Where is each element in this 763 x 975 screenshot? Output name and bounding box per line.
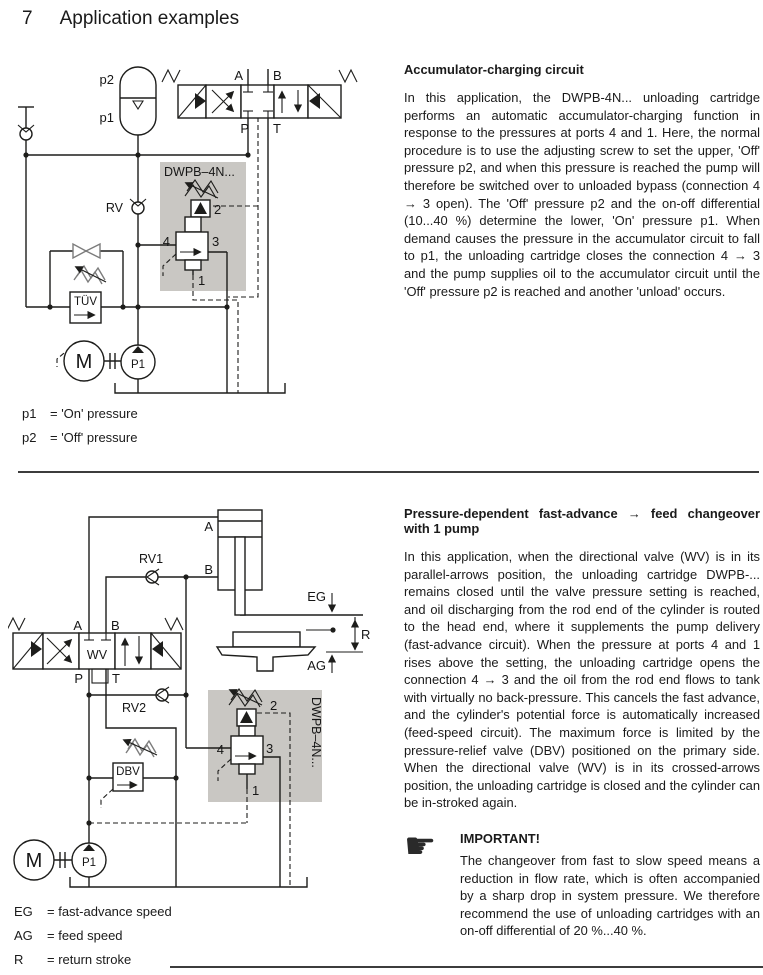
motor-pump-group bbox=[64, 341, 155, 381]
pump-label: P1 bbox=[130, 359, 146, 371]
directional-valve-wv bbox=[8, 618, 183, 686]
workpiece bbox=[217, 632, 315, 671]
cartridge-label: DWPB–4N... bbox=[309, 697, 323, 768]
accumulator bbox=[100, 67, 156, 135]
motor-label: M bbox=[25, 850, 43, 872]
legend-key: EG bbox=[14, 904, 33, 919]
label-port-t: T bbox=[273, 121, 281, 136]
label-valve-b: B bbox=[111, 618, 120, 633]
legend-text: = return stroke bbox=[47, 952, 132, 967]
legend-row bbox=[14, 904, 172, 919]
footer-rule bbox=[170, 966, 763, 968]
fast-advance-circuit-diagram bbox=[8, 497, 400, 899]
label-rv1: RV1 bbox=[139, 552, 164, 566]
check-valve-rv1 bbox=[139, 552, 163, 585]
accumulator-circuit-diagram bbox=[10, 56, 402, 404]
stroke-annotations bbox=[306, 589, 370, 673]
label-r: R bbox=[361, 627, 371, 642]
legend-key: p2 bbox=[22, 430, 37, 445]
legend-2 bbox=[14, 904, 172, 975]
label-port-p: P bbox=[240, 121, 249, 136]
label-rv2: RV2 bbox=[122, 701, 147, 715]
section2-body: In this application, when the directional valve (WV) is in its parallel-arrows position, the unloading cartridge DWPB-... remains closed until the valve pressure setting is reached, and oil discharging from the rod end of the cylinder is routed to the head end, where it supplements the pump delivery (fast-advance circuit). When the pressure at ports 4 and 1 rises above the setting, the unloading cartridge opens the connection 4 → 3 and the oil from the rod end flows to tank with virtually no back-pressure. This cancels the fast advance, and the cylinder's potential force is automatically increased (feed-speed circuit). The maximum force is limited by the pressure-relief valve (DBV) positioned on the primary side. When the directional valve (WV) is in its crossed-arrows position, the unloading cartridge is closed and the cylinder can be in-stroked again. bbox=[404, 549, 760, 811]
label-port-a: A bbox=[234, 68, 243, 83]
section-number: 7 bbox=[22, 8, 33, 29]
cylinder bbox=[204, 510, 262, 615]
label-valve-t: T bbox=[112, 671, 120, 686]
label-p1: p1 bbox=[99, 110, 114, 125]
label-wv: WV bbox=[86, 648, 108, 662]
label-port-3: 3 bbox=[266, 741, 274, 756]
shutoff-valve bbox=[73, 244, 100, 258]
legend-text: = fast-advance speed bbox=[47, 904, 172, 919]
label-port-2: 2 bbox=[214, 202, 222, 217]
legend-row bbox=[14, 952, 172, 967]
dbv-relief-valve bbox=[113, 739, 157, 791]
legend-key: R bbox=[14, 952, 24, 967]
pointing-hand-icon: ☛ bbox=[404, 825, 437, 866]
tuv-relief-valve bbox=[70, 266, 106, 323]
check-valve-rv bbox=[106, 199, 146, 215]
label-port-3: 3 bbox=[212, 234, 220, 249]
label-port-b: B bbox=[273, 68, 282, 83]
label-cyl-a: A bbox=[204, 519, 213, 534]
label-rv: RV bbox=[105, 201, 123, 215]
section1-body: In this application, the DWPB-4N... unloading cartridge performs an automatic accumulator-charging function in response to the pressures at ports 4 and 1. Here, the normal procedure is to use the adjusting screw to set the upper, 'Off' pressure p2, and when this pressure is reached the pump will therefore be switched over to unloaded bypass (connection 4 → 3 open). The 'Off' pressure p2 and the on-off differential (10...40 %) determine the lower, 'On' pressure p1. When demand causes the pressure in the accumulator circuit to fall to p1, the unloading cartridge closes the connection 4 → 3 and the pump supplies oil to the accumulator circuit until the 'Off' pressure p2 is reached and another 'unload' occurs. bbox=[404, 90, 760, 299]
directional-valve bbox=[162, 68, 357, 136]
legend-1 bbox=[22, 406, 138, 454]
legend-row bbox=[14, 928, 172, 943]
section-divider bbox=[18, 471, 759, 473]
label-valve-p: P bbox=[74, 671, 83, 686]
important-body: The changeover from fast to slow speed means a reduction in flow rate, which is often accompanied by a sharp drop in system pressure. We therefore recommend the use of unloading cartridges with an on-off differential of 20 %...40 %. bbox=[460, 853, 760, 939]
label-port-4: 4 bbox=[216, 742, 224, 757]
label-port-4: 4 bbox=[162, 234, 170, 249]
legend-row bbox=[22, 430, 138, 445]
important-note bbox=[404, 825, 762, 940]
label-tuv: TÜV bbox=[74, 296, 97, 308]
legend-key: AG bbox=[14, 928, 33, 943]
legend-text: = 'On' pressure bbox=[50, 406, 138, 421]
legend-key: p1 bbox=[22, 406, 37, 421]
section1-heading: Accumulator-charging circuit bbox=[404, 62, 584, 77]
cartridge-highlight-box bbox=[160, 162, 246, 291]
motor-label: M bbox=[75, 351, 93, 373]
label-ag: AG bbox=[307, 658, 326, 673]
label-valve-a: A bbox=[73, 618, 82, 633]
section-title: Application examples bbox=[59, 8, 240, 29]
page-title bbox=[22, 8, 239, 30]
label-cyl-b: B bbox=[204, 562, 213, 577]
cartridge-label: DWPB–4N... bbox=[164, 165, 235, 179]
pump-label: P1 bbox=[81, 857, 97, 869]
legend-text: = feed speed bbox=[47, 928, 123, 943]
check-valve-rv2 bbox=[122, 687, 169, 715]
section2-heading: Pressure-dependent fast-advance → feed changeover with 1 pump bbox=[404, 506, 760, 536]
section1-text-column bbox=[404, 62, 760, 300]
legend-text: = 'Off' pressure bbox=[50, 430, 138, 445]
label-port-1: 1 bbox=[252, 783, 260, 798]
important-heading: IMPORTANT! bbox=[460, 831, 540, 846]
legend-row bbox=[22, 406, 138, 421]
cartridge-highlight-box bbox=[208, 690, 322, 802]
section2-text-column bbox=[404, 506, 760, 812]
label-p2: p2 bbox=[99, 72, 114, 87]
label-dbv: DBV bbox=[116, 766, 140, 778]
motor-pump-group bbox=[14, 840, 106, 880]
label-port-2: 2 bbox=[270, 698, 278, 713]
label-port-1: 1 bbox=[198, 273, 206, 288]
label-eg: EG bbox=[307, 589, 326, 604]
